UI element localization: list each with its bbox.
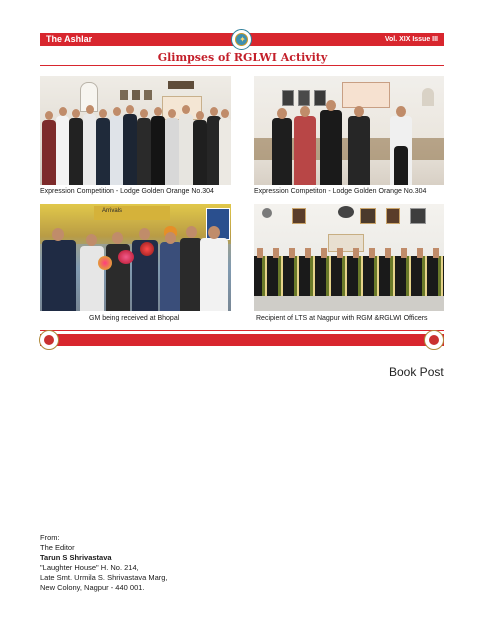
photo-gm-bhopal (40, 204, 231, 311)
address-line-5: New Colony, Nagpur - 440 001. (40, 583, 145, 592)
photo-expression-competition-1 (40, 76, 231, 185)
footer-bar (40, 334, 444, 346)
photo-caption-3: GM being received at Bhopal (89, 315, 180, 322)
right-seal-icon (424, 330, 444, 350)
masonic-emblem-icon: ✦ (231, 29, 252, 50)
issue-label: Vol. XIX Issue III (384, 36, 438, 43)
photo-caption-1: Expression Competition - Lodge Golden Orange No.304 (40, 188, 214, 195)
address-line-3: "Laughter House" H. No. 214, (40, 563, 139, 572)
arrivals-sign: Arrivals (102, 208, 123, 214)
sender-address (40, 533, 168, 593)
footer-divider (40, 330, 444, 331)
page-title: Glimpses of RGLWI Activity (157, 51, 328, 64)
from-label: From: (40, 533, 60, 542)
publication-name: The Ashlar (46, 34, 93, 44)
photo-expression-competition-2 (254, 76, 444, 185)
book-post-label: Book Post (389, 365, 444, 379)
left-seal-icon (39, 330, 59, 350)
address-line-4: Late Smt. Urmila S. Shrivastava Marg, (40, 573, 168, 582)
photo-caption-2: Expression Competiton - Lodge Golden Orange No.304 (254, 188, 427, 195)
photo-caption-4: Recipient of LTS at Nagpur with RGM &RGLWI Officers (256, 315, 428, 322)
photo-lts-nagpur (254, 204, 444, 311)
title-divider (40, 65, 444, 66)
editor-name: Tarun S Shrivastava (40, 553, 112, 562)
address-line-1: The Editor (40, 543, 75, 552)
